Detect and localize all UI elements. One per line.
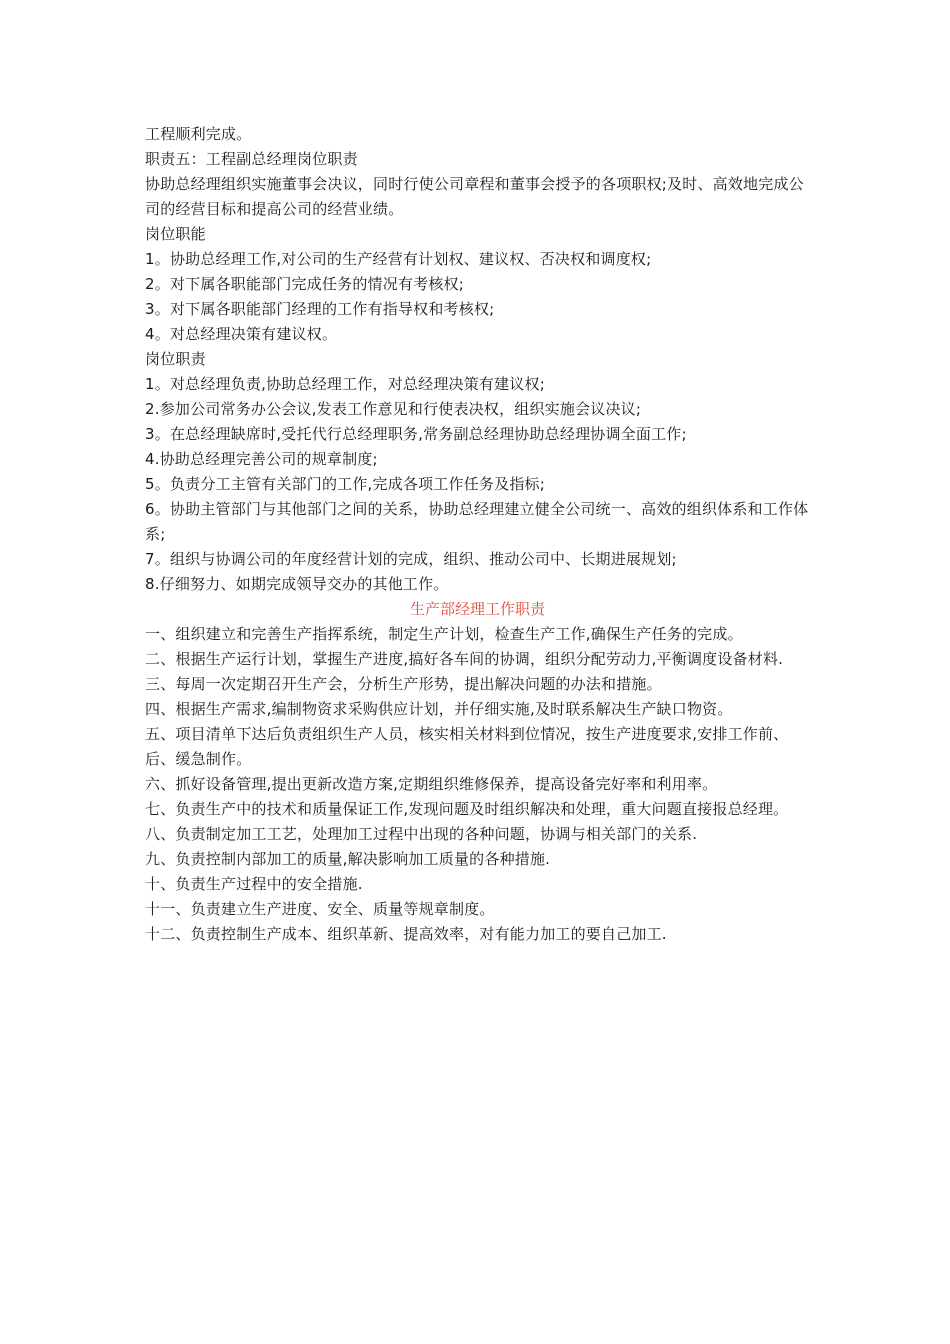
- responsibility-item: 2.参加公司常务办公会议,发表工作意见和行使表决权，组织实施会议决议;: [145, 400, 642, 418]
- duty-item: 十二、负责控制生产成本、组织革新、提高效率，对有能力加工的要自己加工.: [145, 925, 667, 943]
- duty-item: 八、负责制定加工工艺，处理加工过程中出现的各种问题，协调与相关部门的关系.: [145, 825, 698, 843]
- duty-title: 职责五：工程副总经理岗位职责: [145, 150, 358, 168]
- responsibility-item: 4.协助总经理完善公司的规章制度;: [145, 450, 378, 468]
- duty-item: 九、负责控制内部加工的质量,解决影响加工质量的各种措施.: [145, 850, 551, 868]
- responsibility-item: 6。协助主管部门与其他部门之间的关系，协助总经理建立健全公司统一、高效的组织体系和工作体系;: [145, 500, 809, 543]
- function-item: 2。对下属各职能部门完成任务的情况有考核权;: [145, 275, 464, 293]
- section-title: 生产部经理工作职责: [409, 600, 545, 618]
- responsibility-item: 5。负责分工主管有关部门的工作,完成各项工作任务及指标;: [145, 475, 545, 493]
- responsibility-item: 7。组织与协调公司的年度经营计划的完成，组织、推动公司中、长期进展规划;: [145, 550, 677, 568]
- responsibility-item: 1。对总经理负责,协助总经理工作，对总经理决策有建议权;: [145, 375, 545, 393]
- function-item: 3。对下属各职能部门经理的工作有指导权和考核权;: [145, 300, 495, 318]
- duty-item: 六、抓好设备管理,提出更新改造方案,定期组织维修保养，提高设备完好率和利用率。: [145, 775, 718, 793]
- responsibility-item: 8.仔细努力、如期完成领导交办的其他工作。: [145, 575, 449, 593]
- function-item: 4。对总经理决策有建议权。: [145, 325, 338, 343]
- document-body: [145, 122, 810, 947]
- duty-item: 一、组织建立和完善生产指挥系统，制定生产计划，检查生产工作,确保生产任务的完成。: [145, 625, 743, 643]
- responsibilities-heading: 岗位职责: [145, 350, 206, 368]
- duty-summary: 协助总经理组织实施董事会决议，同时行使公司章程和董事会授予的各项职权;及时、高效地完成公司的经营目标和提高公司的经营业绩。: [145, 175, 804, 218]
- function-item: 1。协助总经理工作,对公司的生产经营有计划权、建议权、否决权和调度权;: [145, 250, 652, 268]
- duty-item: 二、根据生产运行计划，掌握生产进度,搞好各车间的协调，组织分配劳动力,平衡调度设备材料.: [145, 650, 784, 668]
- responsibility-item: 3。在总经理缺席时,受托代行总经理职务,常务副总经理协助总经理协调全面工作;: [145, 425, 687, 443]
- duty-item: 十、负责生产过程中的安全措施.: [145, 875, 363, 893]
- duty-item: 五、项目清单下达后负责组织生产人员，核实相关材料到位情况，按生产进度要求,安排工作前、后、缓急制作。: [145, 725, 789, 768]
- duty-item: 四、根据生产需求,编制物资求采购供应计划，并仔细实施,及时联系解决生产缺口物资。: [145, 700, 733, 718]
- functions-heading: 岗位职能: [145, 225, 206, 243]
- duty-item: 七、负责生产中的技术和质量保证工作,发现问题及时组织解决和处理，重大问题直接报总经理。: [145, 800, 789, 818]
- duty-item: 三、每周一次定期召开生产会，分析生产形势，提出解决问题的办法和措施。: [145, 675, 662, 693]
- intro-tail: 工程顺利完成。: [145, 125, 252, 143]
- duty-item: 十一、负责建立生产进度、安全、质量等规章制度。: [145, 900, 495, 918]
